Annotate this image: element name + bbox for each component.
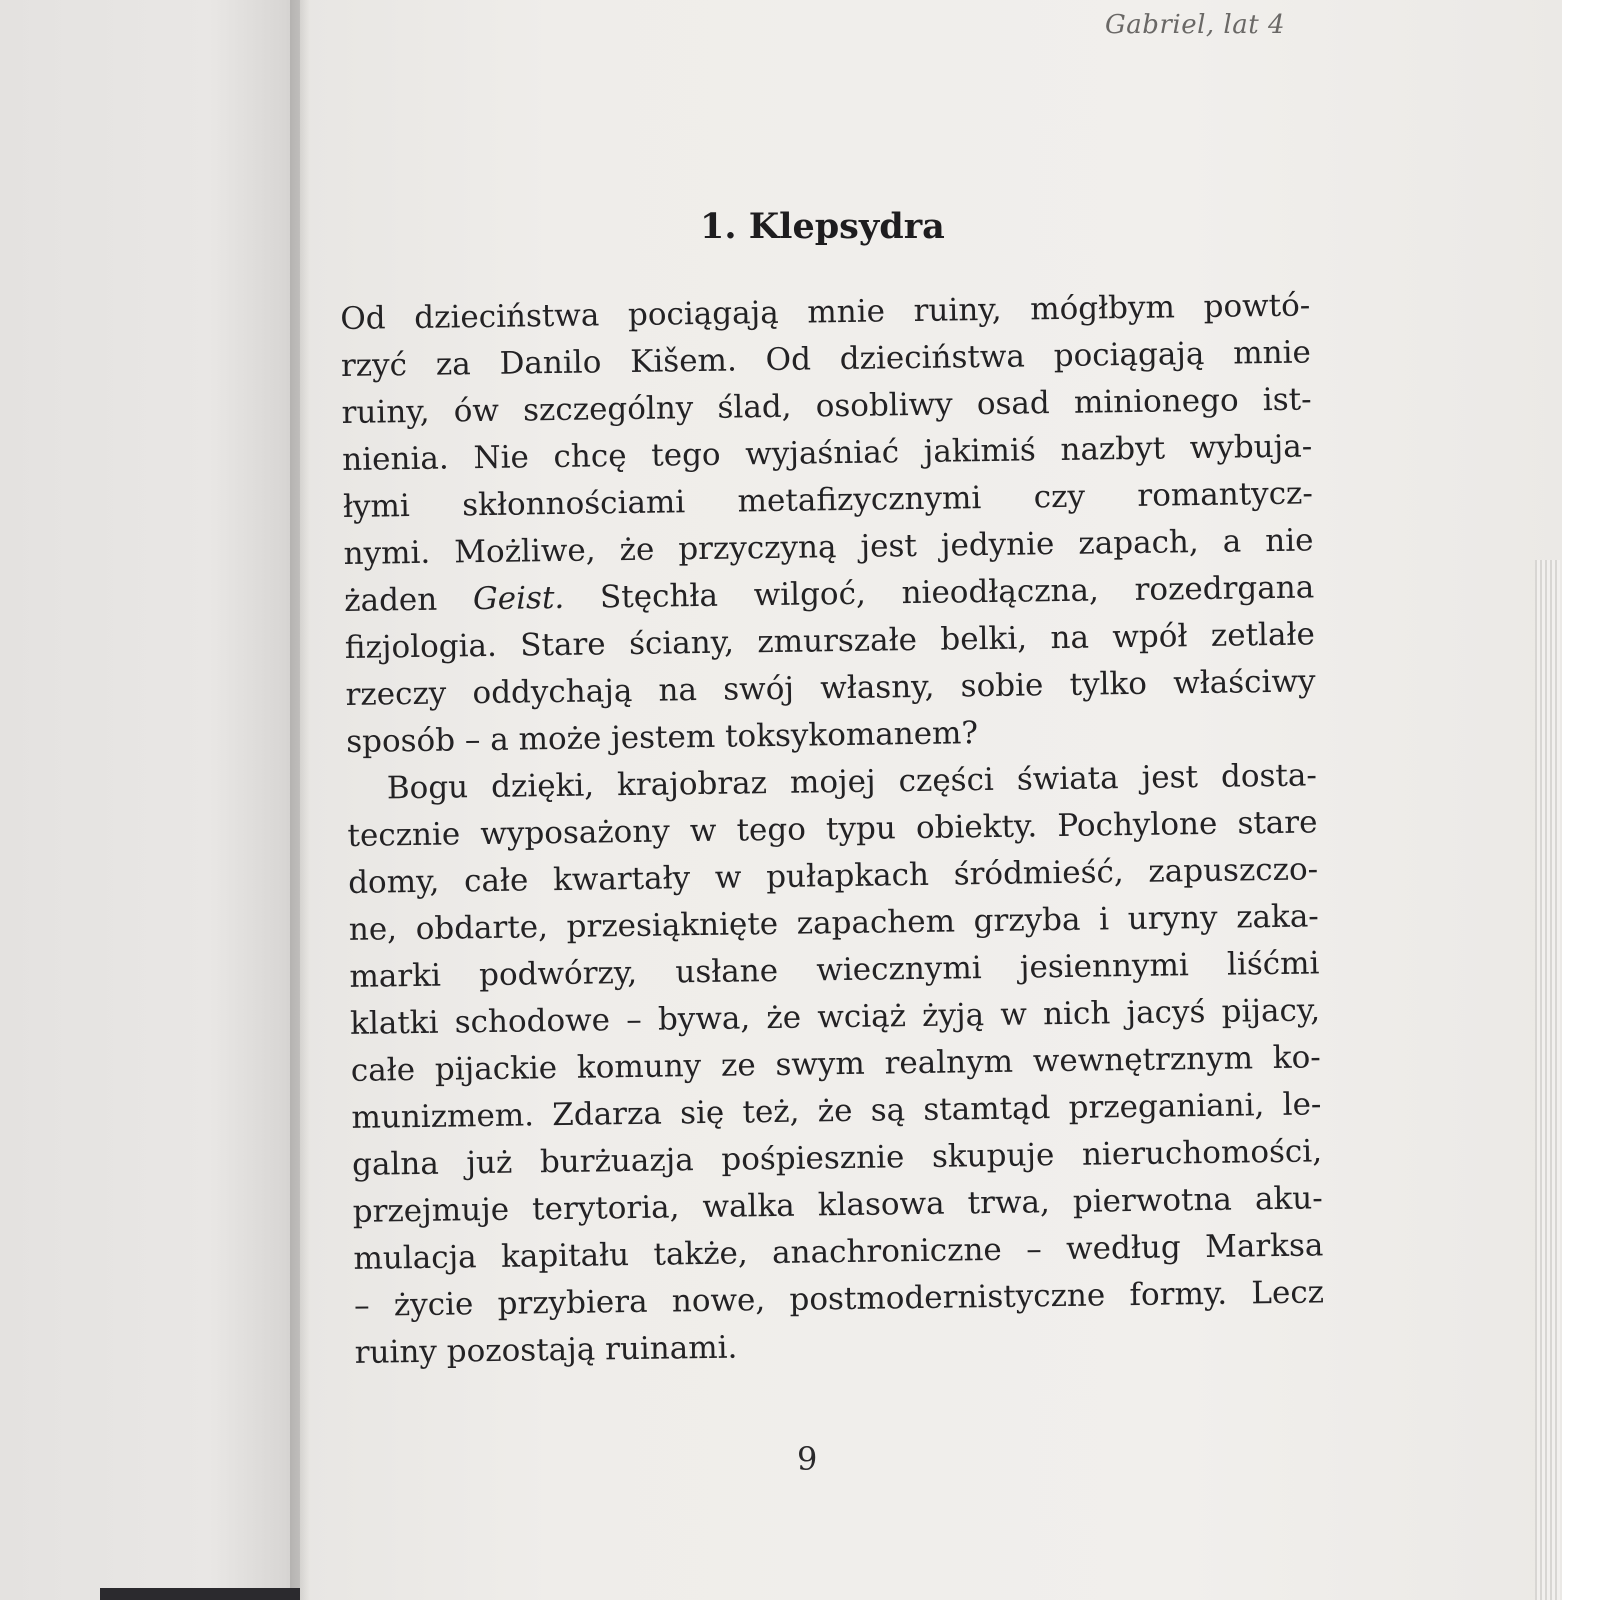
text-line: nymi. Możliwe, że przyczyną jest jedynie zapach, a nie	[343, 522, 1314, 572]
text-line: galna już burżuazja pośpiesznie skupuje nieruchomości,	[351, 1133, 1323, 1183]
text-line: munizmem. Zdarza się też, że są stamtąd przeganiani, le-	[351, 1086, 1322, 1136]
text-line: łymi skłonnościami metafizycznymi czy romantycz-	[342, 475, 1314, 525]
text-line: Od dzieciństwa pociągają mnie ruiny, mógłbym powtó-	[340, 287, 1311, 337]
text-line: marki podwórzy, usłane wiecznymi jesiennymi liśćmi	[349, 945, 1320, 995]
text-line: tecznie wyposażony w tego typu obiekty. Pochylone stare	[347, 804, 1318, 854]
body-text	[340, 282, 1325, 1376]
book-cover-edge	[100, 1588, 300, 1600]
text-line: Bogu dzięki, krajobraz mojej części świata jest dosta-	[386, 757, 1318, 807]
text-line: rzyć za Danilo Kišem. Od dzieciństwa pociągają mnie	[340, 334, 1312, 384]
page-edges	[1535, 560, 1560, 1600]
text-line: domy, całe kwartały w pułapkach śródmieść, zapuszczo-	[347, 851, 1319, 901]
text-line: całe pijackie komuny ze swym realnym wewnętrznym ko-	[350, 1039, 1321, 1089]
text-line: sposób – a może jestem toksykomanem?	[345, 715, 979, 760]
chapter-title: 1. Klepsydra	[700, 206, 945, 247]
text-line: nienia. Nie chcę tego wyjaśniać jakimiś nazbyt wybuja-	[342, 428, 1313, 478]
text-line: ruiny, ów szczególny ślad, osobliwy osad minionego ist-	[341, 381, 1312, 431]
page-number: 9	[797, 1440, 818, 1478]
book-gutter	[290, 0, 310, 1600]
text-line: rzeczy oddychają na swój własny, sobie tylko właściwy	[345, 663, 1316, 713]
text-line: przejmuje terytoria, walka klasowa trwa, pierwotna aku-	[352, 1180, 1323, 1230]
text-line: – życie przybiera nowe, postmodernistyczne formy. Lecz	[353, 1274, 1325, 1324]
text-line: ne, obdarte, przesiąknięte zapachem grzyba i uryny zaka-	[348, 898, 1320, 948]
text-line: ruiny pozostają ruinami.	[354, 1329, 738, 1371]
italic-word-geist: Geist.	[472, 579, 565, 618]
text-line: klatki schodowe – bywa, że wciąż żyją w nich jacyś pijacy,	[349, 992, 1321, 1042]
epigraph-author: Gabriel, lat 4	[1105, 10, 1285, 40]
text-line: fizjologia. Stare ściany, zmurszałe belki, na wpół zetlałe	[344, 616, 1316, 666]
text-line: mulacja kapitału także, anachroniczne – według Marksa	[353, 1227, 1324, 1277]
left-page	[0, 0, 300, 1600]
text-fragment: żaden	[344, 581, 474, 619]
text-fragment: Stęchła wilgoć, nieodłączna, rozedrgana	[564, 569, 1315, 616]
